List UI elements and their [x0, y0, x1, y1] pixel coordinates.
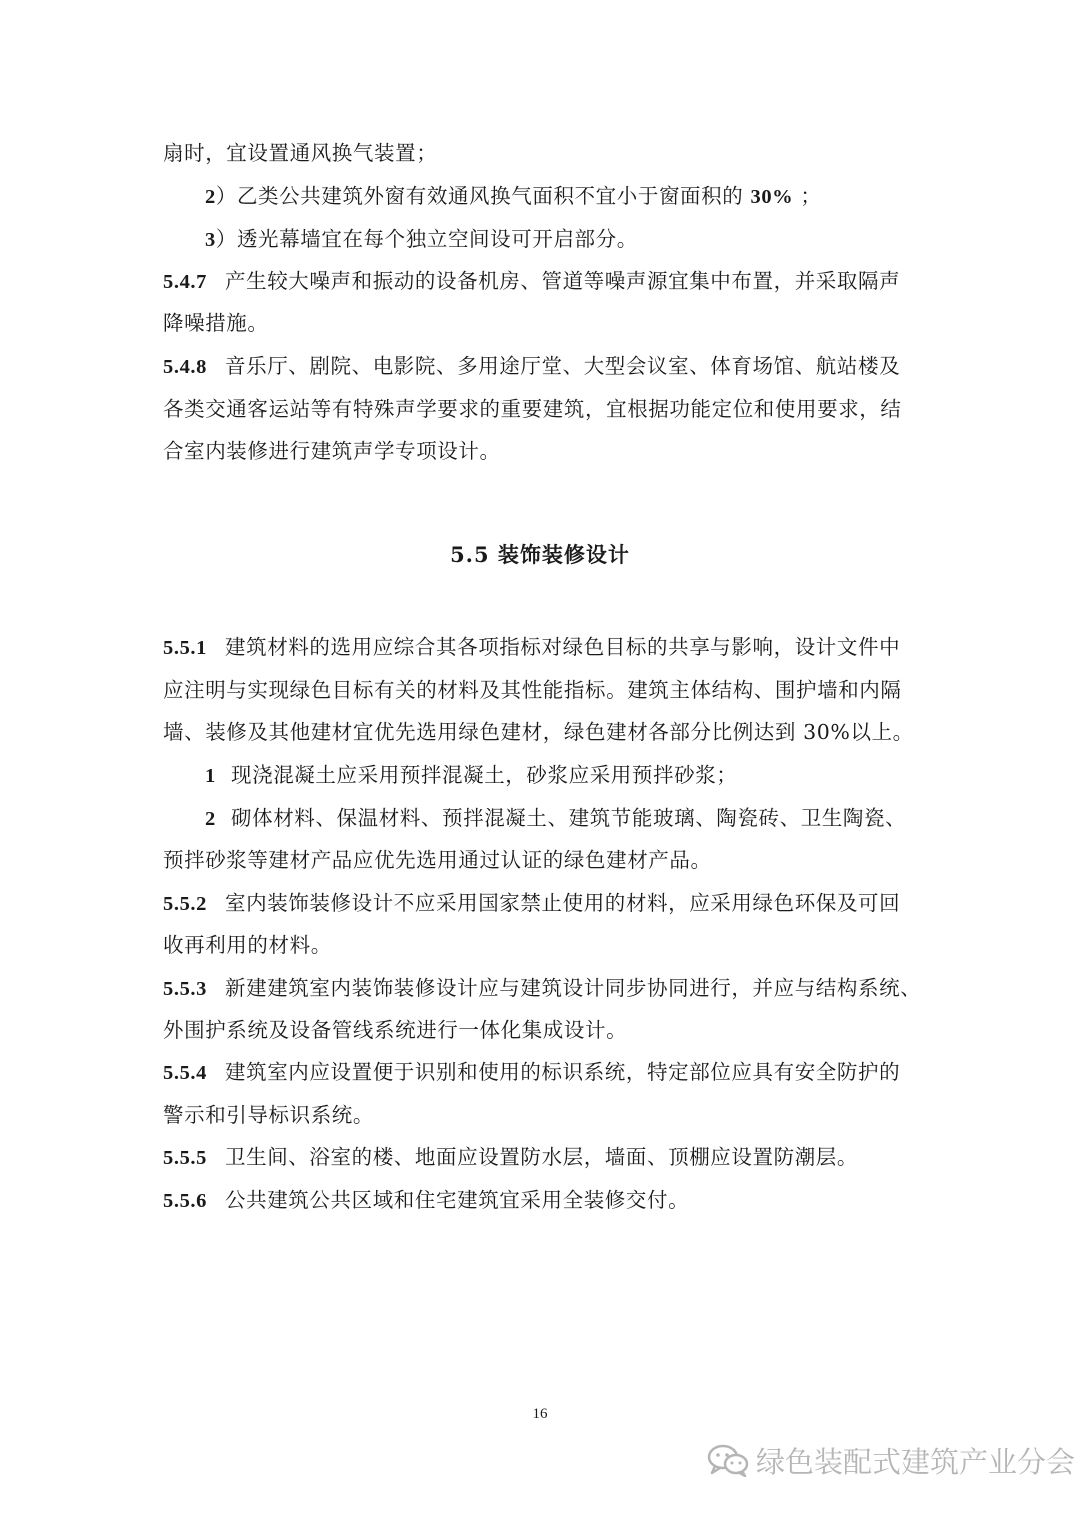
wechat-icon — [706, 1443, 750, 1477]
clause-text: 收再利用的材料。 — [163, 933, 332, 957]
item-text: ）乙类公共建筑外窗有效通风换气面积不宜小于窗面积的 — [215, 184, 751, 208]
item-text: 现浇混凝土应采用预拌混凝土，砂浆应采用预拌砂浆； — [231, 763, 738, 787]
clause-5-5-5 — [163, 1142, 858, 1173]
clause-5-5-4 — [163, 1057, 900, 1088]
text-line — [163, 436, 501, 466]
clause-number: 5.4.7 — [163, 271, 207, 293]
text-line — [163, 717, 914, 747]
line-text: 扇时，宜设置通风换气装置； — [163, 141, 438, 165]
text-line — [163, 308, 269, 338]
list-item-2b — [205, 803, 906, 834]
text-line — [163, 845, 712, 875]
item-number: 2 — [205, 186, 216, 208]
item-text: 砌体材料、保温材料、预拌混凝土、建筑节能玻璃、陶瓷砖、卫生陶瓷、 — [231, 806, 907, 830]
clause-5-4-7 — [163, 266, 900, 297]
text-line — [163, 1015, 627, 1045]
watermark — [706, 1440, 1075, 1480]
item-number: 1 — [205, 765, 216, 787]
clause-text: 警示和引导标识系统。 — [163, 1103, 374, 1127]
clause-number: 5.5.1 — [163, 637, 207, 659]
clause-text: 墙、装修及其他建材宜优先选用绿色建材，绿色建材各部分比例达到 30%以上。 — [163, 720, 914, 744]
text-line — [163, 1100, 374, 1130]
clause-text: 合室内装修进行建筑声学专项设计。 — [163, 439, 501, 463]
text-line — [163, 138, 437, 168]
clause-text: 各类交通客运站等有特殊声学要求的重要建筑，宜根据功能定位和使用要求，结 — [163, 397, 902, 421]
page-number: 16 — [532, 1406, 548, 1422]
clause-text: 建筑室内应设置便于识别和使用的标识系统，特定部位应具有安全防护的 — [225, 1060, 901, 1084]
text-line — [163, 394, 902, 424]
clause-number: 5.5.4 — [163, 1062, 207, 1084]
item-percent: 30% — [750, 186, 794, 208]
clause-text: 音乐厅、剧院、电影院、多用途厅堂、大型会议室、体育场馆、航站楼及 — [225, 354, 901, 378]
clause-text: 产生较大噪声和振动的设备机房、管道等噪声源宜集中布置，并采取隔声 — [225, 269, 901, 293]
clause-number: 5.5.2 — [163, 893, 207, 915]
watermark-text: 绿色装配式建筑产业分会 — [756, 1444, 1076, 1479]
clause-text: 公共建筑公共区域和住宅建筑宜采用全装修交付。 — [225, 1188, 690, 1212]
clause-5-5-6 — [163, 1185, 689, 1216]
text-line — [163, 675, 902, 705]
clause-text: 卫生间、浴室的楼、地面应设置防水层，墙面、顶棚应设置防潮层。 — [225, 1145, 858, 1169]
clause-text: 建筑材料的选用应综合其各项指标对绿色目标的共享与影响，设计文件中 — [225, 635, 901, 659]
clause-text: 外围护系统及设备管线系统进行一体化集成设计。 — [163, 1018, 628, 1042]
clause-number: 5.5.3 — [163, 978, 207, 1000]
clause-text: 应注明与实现绿色目标有关的材料及其性能指标。建筑主体结构、围护墙和内隔 — [163, 678, 902, 702]
item-number: 3 — [205, 229, 216, 251]
item-text: ）透光幕墙宜在每个独立空间设可开启部分。 — [215, 227, 638, 251]
list-item-2 — [205, 181, 822, 212]
item-number: 2 — [205, 808, 216, 830]
section-heading: 5.5 装饰装修设计 — [450, 542, 630, 567]
clause-5-5-2 — [163, 888, 900, 919]
clause-text: 新建建筑室内装饰装修设计应与建筑设计同步协同进行，并应与结构系统、 — [225, 976, 922, 1000]
clause-text: 降噪措施。 — [163, 311, 269, 335]
item-tail: ； — [793, 184, 822, 208]
clause-5-4-8 — [163, 351, 900, 382]
clause-5-5-1 — [163, 632, 900, 663]
list-item-1 — [205, 760, 737, 791]
clause-5-5-3 — [163, 973, 921, 1004]
clause-number: 5.5.6 — [163, 1190, 207, 1212]
clause-number: 5.4.8 — [163, 356, 207, 378]
clause-text: 室内装饰装修设计不应采用国家禁止使用的材料，应采用绿色环保及可回 — [225, 891, 901, 915]
clause-number: 5.5.5 — [163, 1147, 207, 1169]
item-text: 预拌砂浆等建材产品应优先选用通过认证的绿色建材产品。 — [163, 848, 712, 872]
text-line — [163, 930, 332, 960]
list-item-3 — [205, 224, 638, 255]
